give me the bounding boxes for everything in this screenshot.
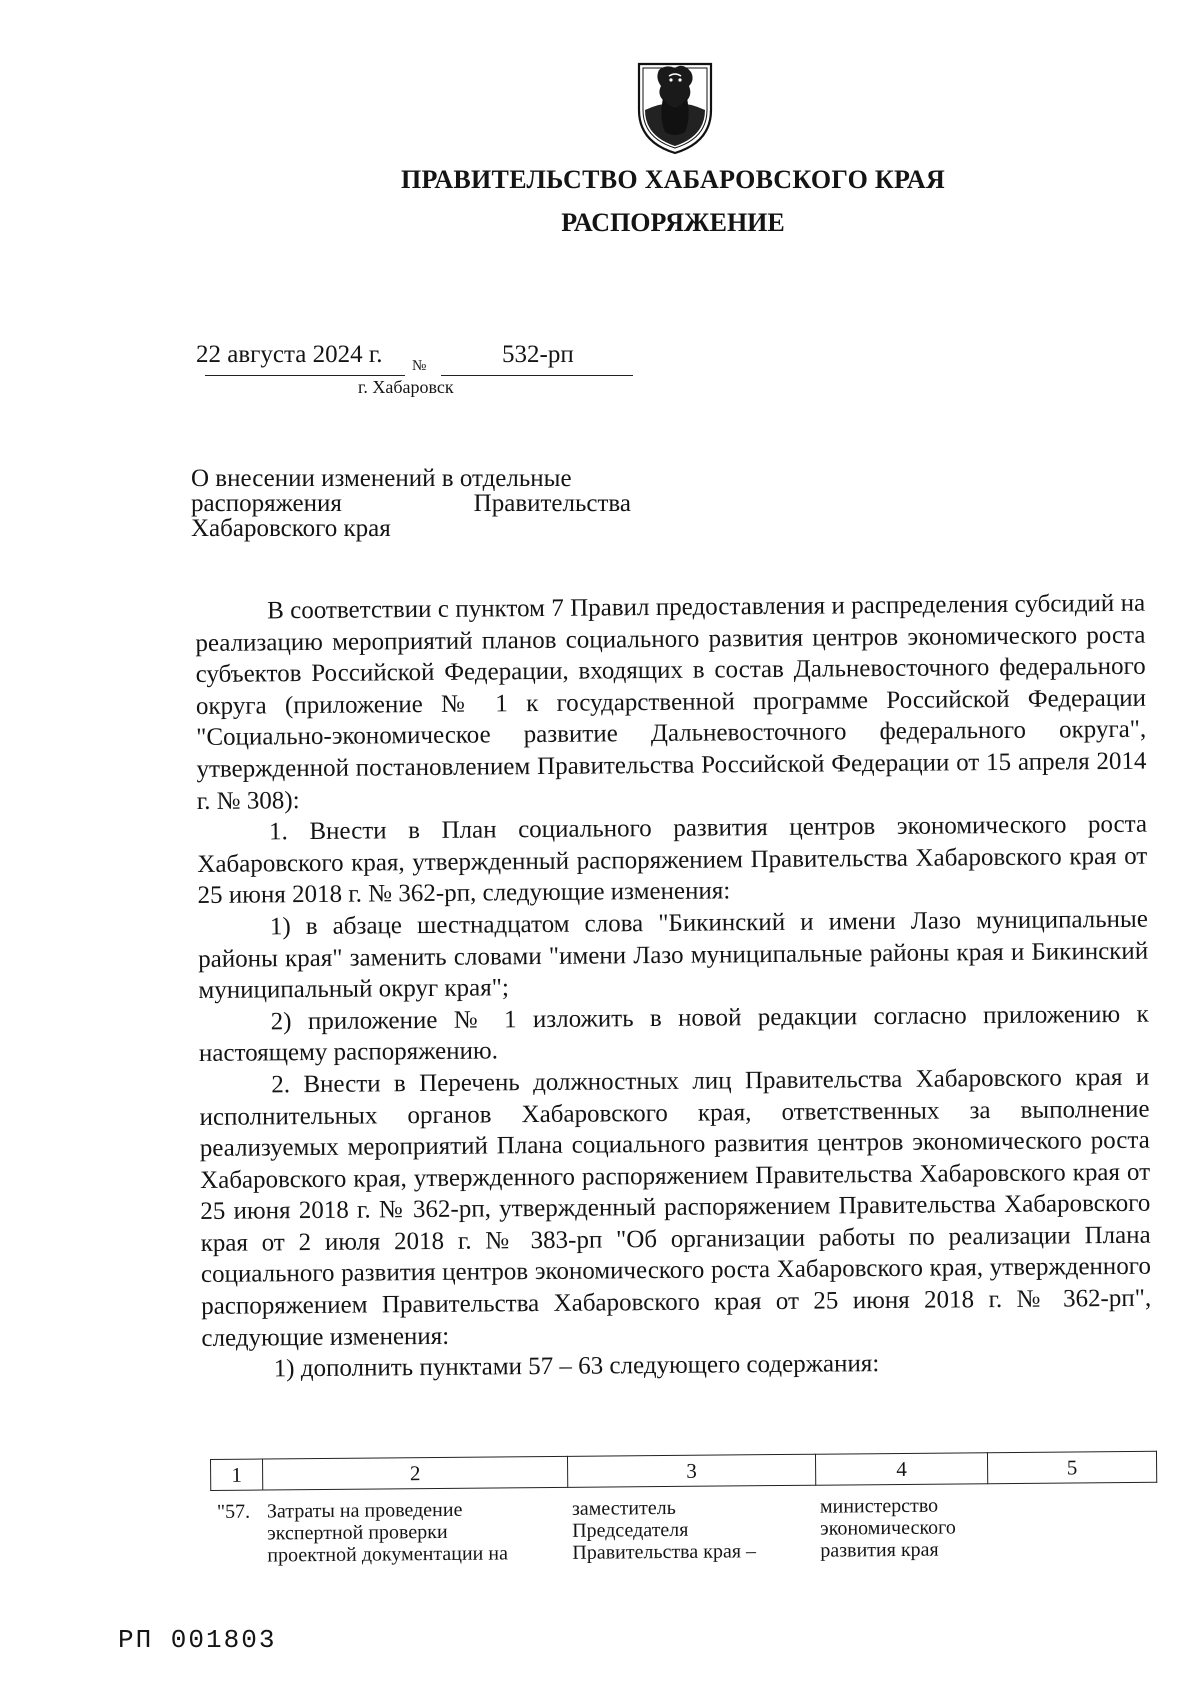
subparagraph-1-2: 2) приложение № 1 изложить в новой редакции согласно приложению к настоящему распоряжению. xyxy=(198,1000,1149,1068)
cell-line: экспертной проверки xyxy=(267,1520,448,1545)
paragraph-item-2: 2. Внести в Перечень должностных лиц Правительства Хабаровского края и исполнительных органов Хабаровского края, ответственных за выполнение реализуемых мероприятий Плана социального развития центров экономического роста Хабаровского края, утвержденного распоряжением Правительства Хабаровского края от 25 июня 2018 г. № 362-рп, утвержденный распоряжением Правительства Хабаровского края от 2 июля 2018 г. № 383-рп "Об организации работы по реализации Плана социального развития центров экономического роста Хабаровского края, утвержденного распоряжением Правительства Хабаровского края от 25 июня 2018 г. № 362-рп", следующие изменения: xyxy=(199,1063,1152,1352)
subject-word: распоряжения xyxy=(191,490,342,517)
table-header-cell: 5 xyxy=(987,1451,1156,1483)
paragraph-item-1: 1. Внести в План социального развития центров экономического роста Хабаровского края, утвержденный распоряжением Правительства Хабаровского края от 25 июня 2018 г. № 362-рп, следующие изменения: xyxy=(197,810,1148,910)
table-cell-empty xyxy=(988,1482,1158,1560)
cell-line: развития края xyxy=(820,1538,939,1562)
subject-line xyxy=(191,491,631,516)
document-subject xyxy=(191,466,631,541)
subject-line: Хабаровского края xyxy=(191,515,391,542)
table-cell-official xyxy=(568,1485,817,1564)
document-body xyxy=(195,588,1152,1386)
cell-line: Председателя xyxy=(572,1518,689,1542)
table-cell-number: "57. xyxy=(216,1500,251,1523)
date-underline xyxy=(205,375,405,376)
cell-line: проектной документации на xyxy=(267,1542,508,1567)
table-cell-activity xyxy=(263,1487,569,1566)
subparagraph-2-1: 1) дополнить пунктами 57 – 63 следующего содержания: xyxy=(273,1350,880,1383)
subject-line: О внесении изменений в отдельные xyxy=(191,465,572,492)
table-cell-organ xyxy=(816,1484,989,1562)
document-number: 532-рп xyxy=(502,341,574,368)
table-header-cell: 3 xyxy=(567,1454,815,1487)
number-underline xyxy=(441,375,633,376)
document-city: г. Хабаровск xyxy=(358,377,454,397)
document-date: 22 августа 2024 г. xyxy=(196,341,383,368)
coat-of-arms-icon xyxy=(633,58,717,156)
changes-table xyxy=(210,1451,1158,1567)
form-serial-code: РП 001803 xyxy=(118,1625,277,1655)
subparagraph-1-1: 1) в абзаце шестнадцатом слова "Бикинский и имени Лазо муниципальные районы края" заменить словами "имени Лазо муниципальные районы края и Бикинский муниципальный округ края"; xyxy=(198,905,1149,1005)
table-row xyxy=(211,1482,1158,1567)
table-header-cell: 1 xyxy=(211,1459,263,1490)
table-header-cell: 2 xyxy=(263,1456,568,1490)
cell-line: Правительства края – xyxy=(572,1540,757,1564)
cell-line: министерство xyxy=(819,1494,939,1518)
government-title: ПРАВИТЕЛЬСТВО ХАБАРОВСКОГО КРАЯ xyxy=(400,165,946,194)
cell-line: заместитель xyxy=(571,1496,676,1520)
preamble-paragraph: В соответствии с пунктом 7 Правил предоставления и распределения субсидий на реализацию мероприятий планов социального развития центров экономического роста субъектов Российской Федерации, входящих в состав Дальневосточного федерального округа (приложение № 1 к государственной программе Российской Федерации "Социально-экономическое развитие Дальневосточного федерального округа", утвержденной постановлением Правительства Российской Федерации от 15 апреля 2014 г. № 308): xyxy=(195,589,1147,815)
number-sign: № xyxy=(412,358,427,374)
subject-word: Правительства xyxy=(473,490,631,517)
cell-line: экономического xyxy=(820,1516,956,1540)
document-type: РАСПОРЯЖЕНИЕ xyxy=(561,208,785,237)
table-header-cell: 4 xyxy=(815,1453,987,1485)
cell-line: Затраты на проведение xyxy=(266,1498,463,1523)
